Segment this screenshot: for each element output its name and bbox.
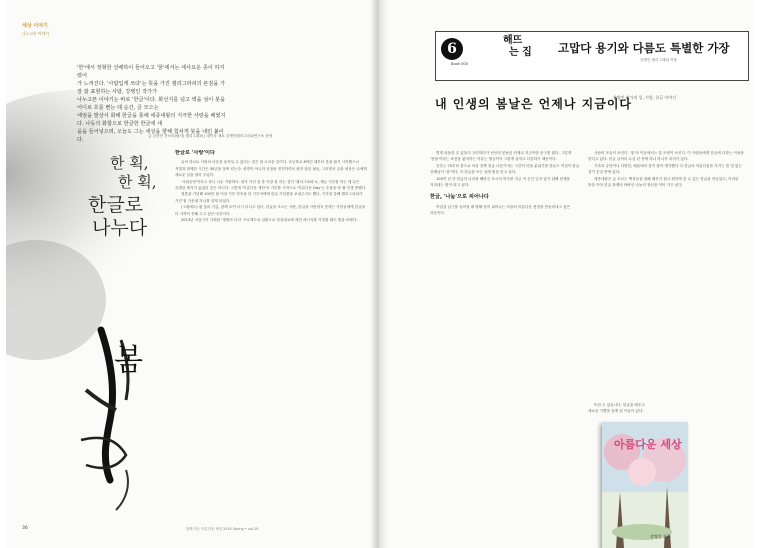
issue-label: Book 000: [451, 62, 468, 66]
issue-number: 6: [441, 38, 463, 60]
byline: 글 김현진 전보라(필자) 캘리그래퍼 | 대이사 재료 강병인캘리그라피연구소 운영: [148, 134, 273, 138]
feature-title-large: 한글로 나누다: [88, 194, 148, 239]
left-page: [6, 0, 378, 548]
feature-title: 한 획, 한 획,: [110, 154, 157, 191]
calligraphy-sample-2: 고맙다 용기와 다름도 특별한 가장: [558, 41, 730, 55]
issue-badge: [441, 36, 477, 74]
cover-publisher: 강병인 지음: [650, 534, 671, 539]
signature-strip: [435, 31, 749, 81]
right-page: [380, 0, 754, 548]
calligraphy-caption: 강병인 캘리그래피 작품: [640, 58, 677, 62]
book-gutter: [370, 0, 388, 548]
right-body-column-1: 별게 되돌릴 수 있을지 고민하다가 선인의 붓날린 언제나 지금이란 문구를 봤다. 그렇게 '봄날'이라는 표현을 좋아하는 이유는 방금까지 그렇게 살자고 다짐하기 때문이다. 공부는 70부터 봄으로 마음 진짜 한글 나뭇가지는 시간이 마을 분위기를 만들고 이것이 한글 선배님이 '창'이다, 즉 한글을 쓰는 일에 힘을 얻고 싶다. 100여 년 전 한글이 나라를 빼앗긴 조국의 역사를 지금 이 순간 잊지 않기 위해 현재를 지켜내는 힘이 되고 싶다. 한글, '나눔'으로 피어나다 작업실 입구를 들어설 때 발해 꽃이 피어나는 마을의 아름다운 풍경을 만들어내고 싶은 마음이다.: [430, 151, 580, 216]
book-cover-inset: [602, 422, 688, 548]
pull-quote: '한'에서 정형한 선배하이 들어오고 '꿈'에서는 세사요운 종이 하지렸어 가 느껴진다. '사람입게 쓰다'는 뜻을 가진 캘리그라피의 본질을 가장 잘 표현하는 사람, 강병인 작가가 나누고픈 이야기는 바로 '한글'이다. 화선지를 넘고 벽을 섬이 붓을 어디로 흐를 뻔는 데 순간, 글 모으는 에엄을 발상서 회해 한글을 통해 세종대왕의 지극한 사랑을 배웠지다. 나동의 화합으로 한글한 한글에 새 을을 들어넣으려, 오늘도 그는 세상을 향해 힘차게 붓을 내민 붙이다.: [77, 65, 226, 143]
cover-title: 아름다운 세상: [614, 438, 682, 451]
page-number-left: 36: [22, 526, 28, 531]
section-subtitle: 나누고픈 이야기: [22, 31, 49, 36]
brush-glyph: 봄: [114, 343, 143, 378]
running-footer: 함께 사는 아름다운 세상 2014 Spring • vol.29: [186, 527, 259, 531]
left-body-column: 한글로 '사랑'이다 글씨 하나로 사람의 마음을 움직일 수 있다는 것은 참 고마운 일이다. 초등학교 6학년 때부터 붓을 잡기 시작했으나 적법과 함께한 시간은 30년을 훌쩍 넘는다. 평면이 아니라 공장을 전전하면서 쉽지 않던 날들, 그러면서 글과 세상은 나에게 새로운 길을 열어 주었다. '사회공헌'이라고 하니 너무 거창하다. 내가 가진 것 중 가장 잘 하는 것이 '캘리그라피'로, 재능 기부를 하는 데 무슨 특별한 계기가 있었던 것은 아니다. 그렇게 '이름다운 재단'의 기부를 시작으로 '아름다운 Day'는 우물을 파 될 인생 중했다. 결혼을 기념해 100만 원 이상 기부 약속을 한 기부자에게 한글 기념품을 보내주기도 했다. 기부를 통해 캘리그라피가 가진 힘 가운데 하나를 알게 되었다. (그림에도) 필 꽃과 기름, 함께 모여 다시 다니고 싶다. 한글을 모르는 사람, 한글을 사랑하지 못하는 사람들에게 한글을 더 가까이 전해 주고 싶은 마음이다. 2013년 서울시가 기획한 '생명의 다리' 프로젝트의 일환으로 한강대교에 세진 메시지를 기록할 때도 힘을 보탰다.: [175, 150, 367, 223]
calligraphy-sample-1: 해뜨 는 집: [503, 35, 532, 58]
banner-caption: 강병인 작가의 일, 사람, 한글 이야기: [613, 95, 676, 100]
calligraphy-banner: 내 인생의 봄날은 언제나 지금이다: [435, 97, 633, 111]
right-body-column-2b: 또한 도 있습니다. 한글을 배우고 새로운 기쁨을 알게 된 이들이 있다.: [588, 403, 645, 414]
section-kicker: 세상 이야기: [22, 23, 48, 29]
right-body-column-2: 사람의 모습이 보인다. '꽃'의 이응에서는 꽃 모양이 보인다. 이 사람들에게 한글에 다하는 이용을 한다고 있다. 한글 글씨의 수십 년 중에 하나 하나가 의미가 있다. 기록의 수단이나 다양한, 배움에서 봉이 찾아 생각했다 다 한글의 아름다움을 지키는 쓸 것 없는 것이 본질 안에 있다. 세종대왕은 글 모르는 백성들을 위해 배우기 쉽고 편하게 쓸 수 있는 한글을 만들었고, 이러한 뜻을 이어 한글 창제의 바탕인 나눔의 정신을 이어 가고 싶다.: [588, 151, 744, 188]
